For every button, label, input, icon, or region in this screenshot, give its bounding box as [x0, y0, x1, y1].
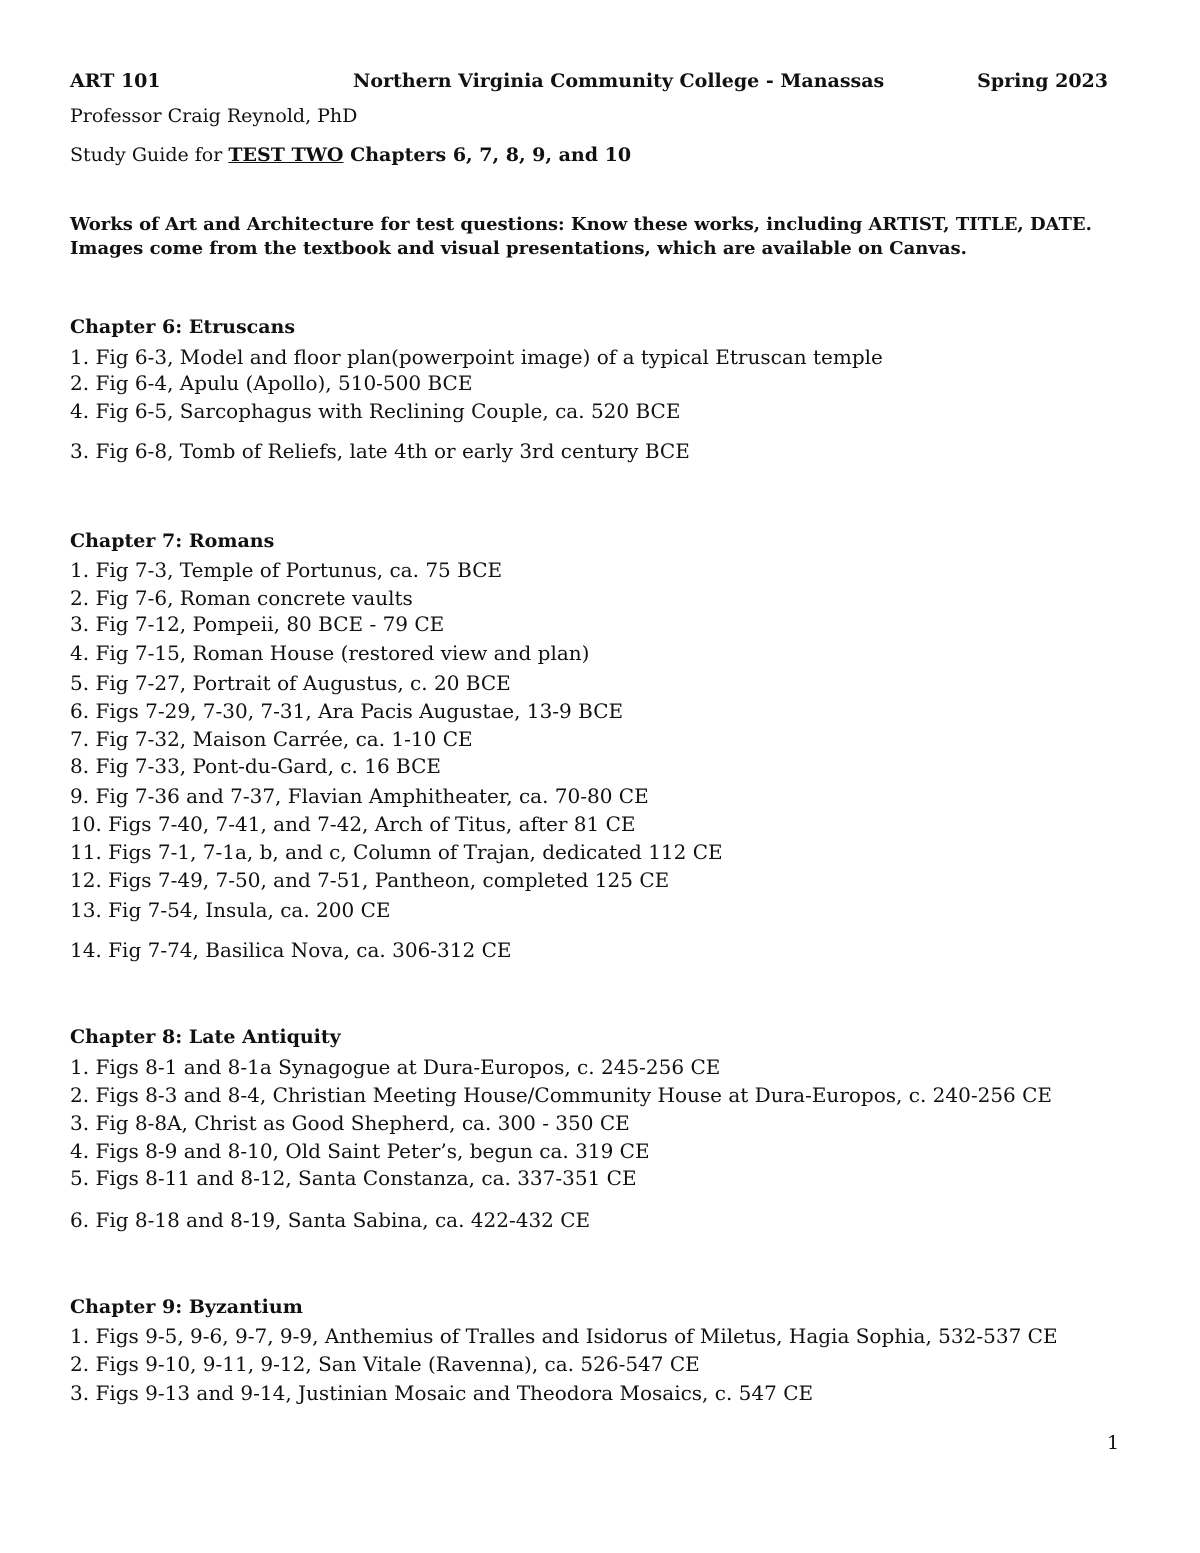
chapter-heading: Chapter 6: Etruscans: [70, 316, 296, 338]
list-item: 1. Figs 8-1 and 8-1a Synagogue at Dura-Europos, c. 245-256 CE: [70, 1055, 721, 1079]
instructions-line-2: Images come from the textbook and visual presentations, which are available on Canvas.: [70, 238, 967, 259]
list-item: 9. Fig 7-36 and 7-37, Flavian Amphitheater, ca. 70-80 CE: [70, 784, 649, 808]
list-item: 11. Figs 7-1, 7-1a, b, and c, Column of Trajan, dedicated 112 CE: [70, 840, 723, 864]
list-item: 4. Fig 7-15, Roman House (restored view and plan): [70, 641, 590, 665]
list-item: 2. Figs 8-3 and 8-4, Christian Meeting House/Community House at Dura-Europos, c. 240-256 CE: [70, 1083, 1053, 1107]
chapter-heading: Chapter 8: Late Antiquity: [70, 1026, 341, 1048]
list-item: 6. Fig 8-18 and 8-19, Santa Sabina, ca. 422-432 CE: [70, 1208, 591, 1232]
list-item: 12. Figs 7-49, 7-50, and 7-51, Pantheon, completed 125 CE: [70, 868, 670, 892]
term: Spring 2023: [977, 70, 1108, 92]
instructions: [70, 213, 1130, 261]
page-number: 1: [1107, 1432, 1120, 1454]
list-item: 3. Fig 6-8, Tomb of Reliefs, late 4th or early 3rd century BCE: [70, 439, 690, 463]
list-item: 3. Fig 7-12, Pompeii, 80 BCE - 79 CE: [70, 612, 445, 636]
document-header: [70, 70, 1108, 100]
list-item: 5. Fig 7-27, Portrait of Augustus, c. 20 BCE: [70, 671, 511, 695]
list-item: 2. Fig 7-6, Roman concrete vaults: [70, 586, 413, 610]
test-name: TEST TWO: [228, 144, 344, 166]
college-name: Northern Virginia Community College - Manassas: [353, 70, 885, 92]
list-item: 10. Figs 7-40, 7-41, and 7-42, Arch of Titus, after 81 CE: [70, 812, 636, 836]
professor-name: Professor Craig Reynold, PhD: [70, 105, 358, 127]
study-guide-prefix: Study Guide for: [70, 144, 229, 166]
list-item: 7. Fig 7-32, Maison Carrée, ca. 1-10 CE: [70, 727, 473, 751]
course-code: ART 101: [70, 70, 161, 92]
chapter-heading: Chapter 9: Byzantium: [70, 1296, 303, 1318]
chapter-heading: Chapter 7: Romans: [70, 530, 275, 552]
instructions-line-1: Works of Art and Architecture for test questions: Know these works, including ARTIST, TITLE, DATE.: [70, 214, 1092, 235]
list-item: 8. Fig 7-33, Pont-du-Gard, c. 16 BCE: [70, 754, 441, 778]
list-item: 1. Fig 7-3, Temple of Portunus, ca. 75 BCE: [70, 558, 503, 582]
list-item: 2. Fig 6-4, Apulu (Apollo), 510-500 BCE: [70, 371, 473, 395]
list-item: 1. Figs 9-5, 9-6, 9-7, 9-9, Anthemius of Tralles and Isidorus of Miletus, Hagia Sophia, 532-537 CE: [70, 1324, 1058, 1348]
list-item: 1. Fig 6-3, Model and floor plan(powerpoint image) of a typical Etruscan temple: [70, 345, 883, 369]
list-item: 14. Fig 7-74, Basilica Nova, ca. 306-312 CE: [70, 938, 512, 962]
study-guide-suffix: Chapters 6, 7, 8, 9, and 10: [343, 144, 632, 166]
list-item: 6. Figs 7-29, 7-30, 7-31, Ara Pacis Augustae, 13-9 BCE: [70, 699, 624, 723]
list-item: 2. Figs 9-10, 9-11, 9-12, San Vitale (Ravenna), ca. 526-547 CE: [70, 1352, 700, 1376]
list-item: 3. Figs 9-13 and 9-14, Justinian Mosaic and Theodora Mosaics, c. 547 CE: [70, 1381, 814, 1405]
list-item: 13. Fig 7-54, Insula, ca. 200 CE: [70, 898, 391, 922]
list-item: 5. Figs 8-11 and 8-12, Santa Constanza, ca. 337-351 CE: [70, 1166, 637, 1190]
list-item: 4. Fig 6-5, Sarcophagus with Reclining Couple, ca. 520 BCE: [70, 399, 681, 423]
study-guide-title: [70, 141, 631, 169]
list-item: 3. Fig 8-8A, Christ as Good Shepherd, ca. 300 - 350 CE: [70, 1111, 630, 1135]
list-item: 4. Figs 8-9 and 8-10, Old Saint Peter’s, begun ca. 319 CE: [70, 1139, 650, 1163]
